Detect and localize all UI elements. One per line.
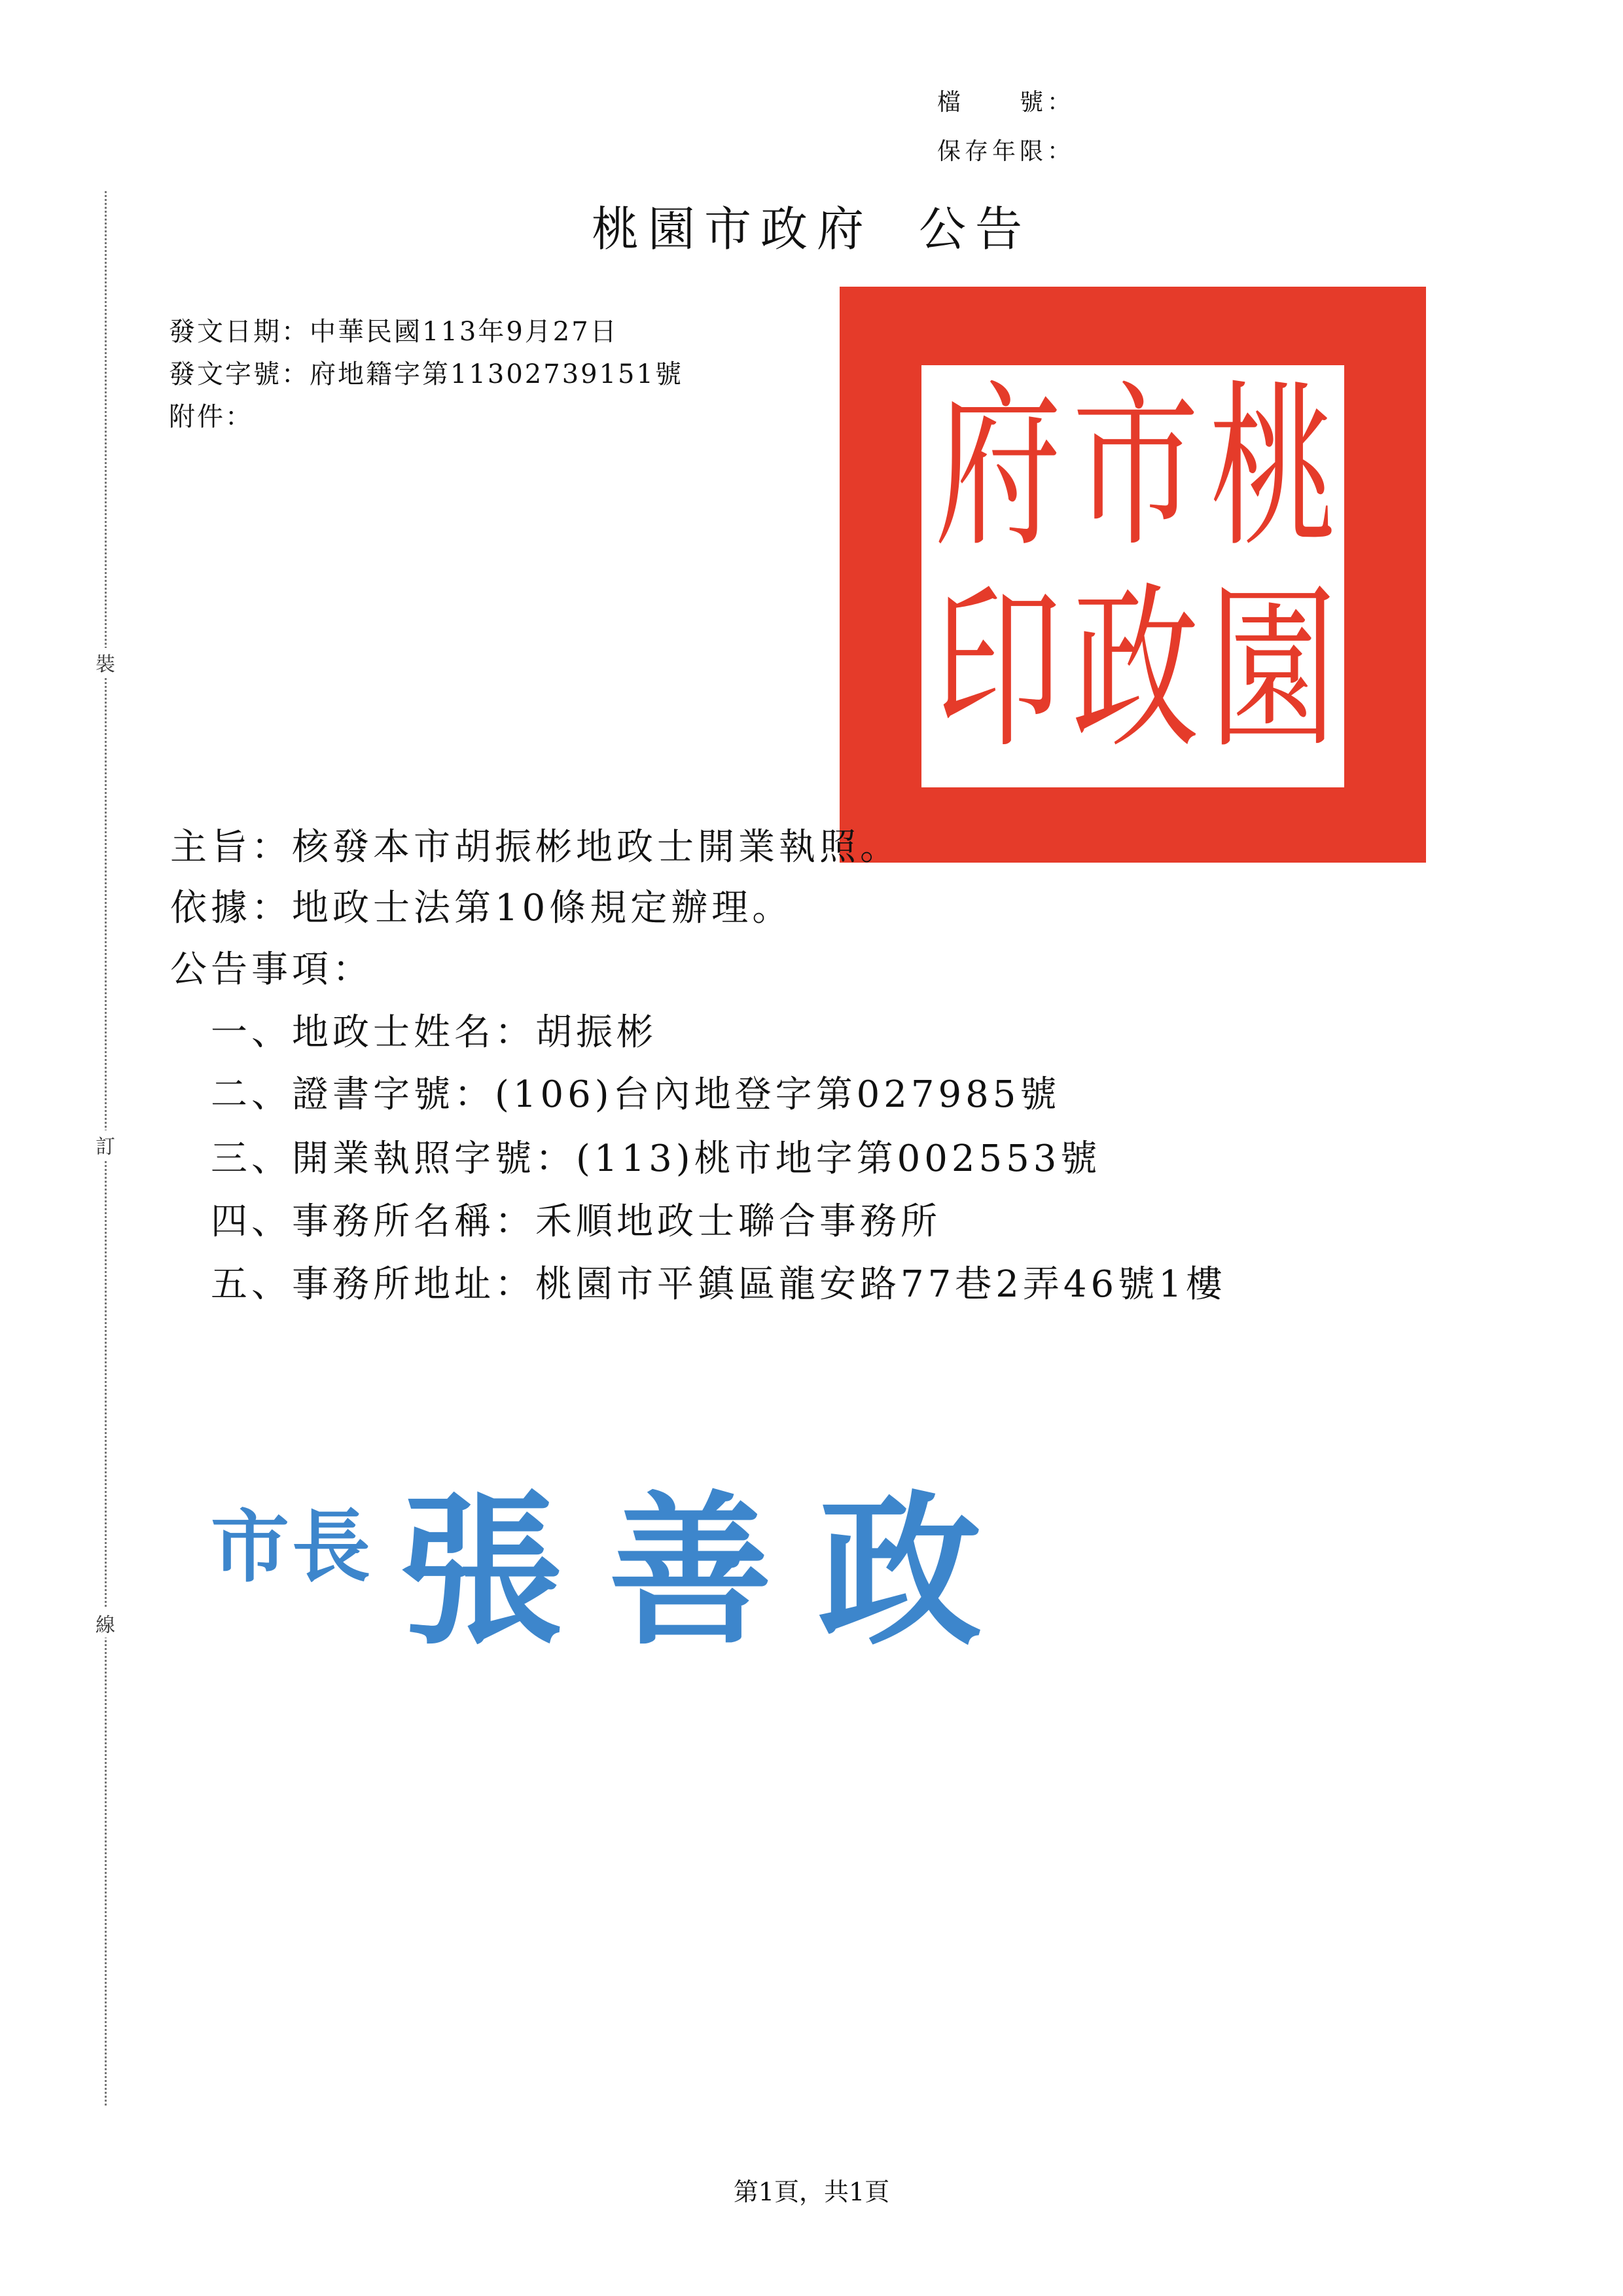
seal-inner-field bbox=[921, 365, 1344, 787]
subject-line: 主旨：核發本市胡振彬地政士開業執照。 bbox=[170, 826, 901, 869]
announcement-item: 二、證書字號：(106)台內地登字第027985號 bbox=[211, 1073, 1061, 1116]
basis-line: 依據：地政士法第10條規定辦理。 bbox=[170, 887, 793, 929]
title-agency: 桃園市政府 bbox=[591, 202, 873, 257]
seal-glyph: 市 bbox=[1072, 365, 1200, 571]
binding-char-ding: 訂 bbox=[96, 1130, 115, 1159]
seal-glyph: 印 bbox=[935, 566, 1062, 772]
announcement-item: 四、事務所名稱：禾順地政士聯合事務所 bbox=[211, 1200, 941, 1243]
signature-name: 張善政 bbox=[399, 1475, 1027, 1667]
document-number: 發文字號：府地籍字第11302739151號 bbox=[169, 359, 683, 389]
official-seal bbox=[840, 287, 1426, 863]
signature-title: 市長 bbox=[211, 1501, 373, 1593]
page-number: 第1頁，共1頁 bbox=[733, 2178, 890, 2206]
announcement-item: 一、地政士姓名：胡振彬 bbox=[211, 1011, 657, 1054]
binding-char-xian: 線 bbox=[96, 1609, 115, 1638]
seal-glyph: 政 bbox=[1072, 566, 1200, 772]
retention-label: 保存年限： bbox=[937, 138, 1075, 165]
announcement-item: 五、事務所地址：桃園市平鎮區龍安路77巷2弄46號1樓 bbox=[211, 1263, 1226, 1306]
file-number-label: 檔 號： bbox=[937, 89, 1075, 116]
items-heading: 公告事項： bbox=[170, 948, 373, 991]
seal-glyph: 桃 bbox=[1209, 365, 1337, 571]
issue-date: 發文日期：中華民國113年9月27日 bbox=[169, 317, 618, 347]
seal-glyph: 園 bbox=[1209, 566, 1337, 772]
document-title bbox=[0, 191, 1623, 259]
title-doc-type: 公告 bbox=[919, 202, 1032, 257]
binding-char-zhuang: 裝 bbox=[96, 648, 115, 677]
attachment-label: 附件： bbox=[169, 402, 253, 432]
announcement-item: 三、開業執照字號：(113)桃市地字第002553號 bbox=[211, 1138, 1101, 1180]
seal-glyph: 府 bbox=[935, 365, 1062, 571]
